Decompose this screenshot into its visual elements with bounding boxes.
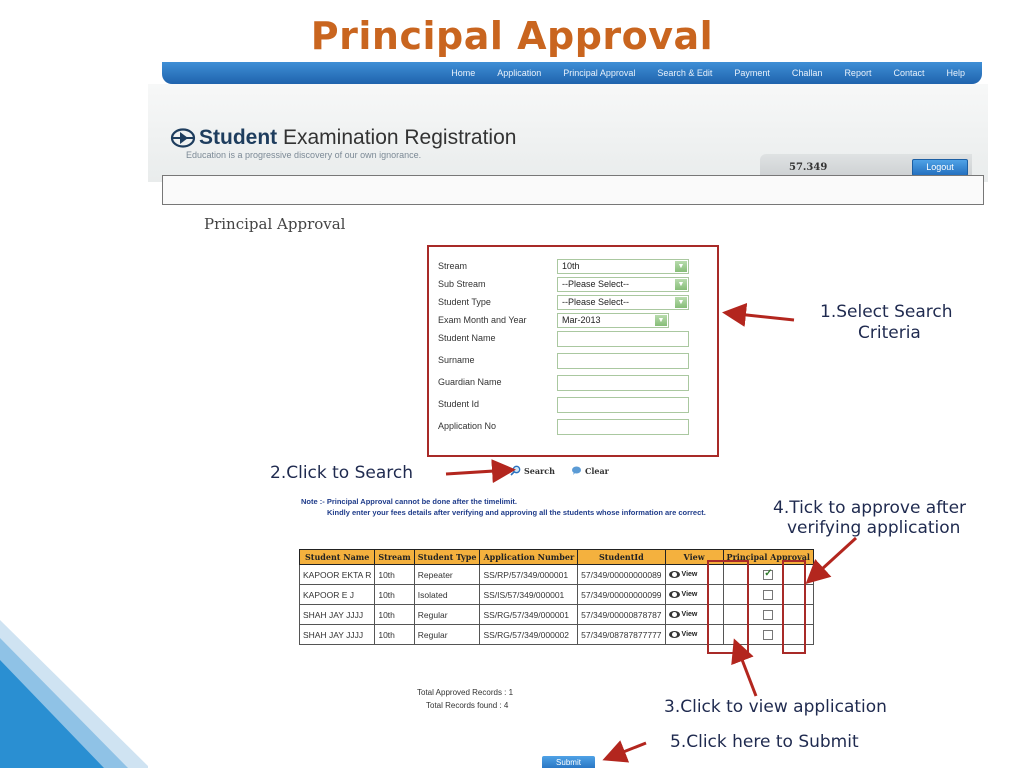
student-type-label: Student Type (438, 297, 491, 307)
clear-button[interactable] (571, 465, 609, 476)
note-text (301, 496, 706, 518)
cell-student-id: 57/349/08787877777 (578, 625, 665, 645)
annotation-3: 3.Click to view application (664, 697, 887, 717)
page-heading: Principal Approval (204, 215, 346, 233)
col-principal-approval: Principal Approval (723, 550, 813, 565)
nav-payment[interactable]: Payment (734, 68, 770, 78)
search-button[interactable] (510, 465, 555, 476)
cell-student-type: Repeater (414, 565, 480, 585)
submit-button[interactable]: Submit (542, 756, 595, 768)
note-line-1: Note :- Principal Approval cannot be done after the timelimit. (301, 497, 517, 506)
view-link[interactable] (669, 611, 698, 618)
search-icon (510, 465, 521, 476)
eye-icon (669, 591, 680, 598)
cell-student-id: 57/349/00000878787 (578, 605, 665, 625)
stream-value: 10th (562, 261, 580, 271)
cell-application-number: SS/IS/57/349/000001 (480, 585, 578, 605)
nav-challan[interactable]: Challan (791, 68, 823, 78)
view-label: View (681, 590, 698, 598)
approval-checkbox[interactable] (763, 610, 773, 620)
view-label: View (681, 630, 698, 638)
cell-student-type: Regular (414, 605, 480, 625)
slide-title: Principal Approval (310, 14, 714, 58)
approval-checkbox[interactable] (763, 570, 773, 580)
cell-student-name: KAPOOR EKTA R (300, 565, 375, 585)
cell-application-number: SS/RG/57/349/000001 (480, 605, 578, 625)
annotation-4-line-2: verifying application (787, 518, 961, 538)
annotation-4-line-1: 4.Tick to approve after (773, 498, 967, 518)
guardian-name-label: Guardian Name (438, 377, 502, 387)
eye-icon (669, 571, 680, 578)
nav-home[interactable]: Home (451, 68, 476, 78)
chevron-down-icon: ▼ (675, 279, 687, 290)
col-student-name: Student Name (300, 550, 375, 565)
brand-rest: Examination Registration (283, 126, 517, 149)
col-student-id: StudentId (578, 550, 665, 565)
top-nav (162, 62, 982, 84)
message-bar (162, 175, 984, 205)
nav-principal-approval[interactable]: Principal Approval (563, 68, 636, 78)
view-link[interactable] (669, 571, 698, 578)
nav-application[interactable]: Application (497, 68, 542, 78)
cell-student-type: Isolated (414, 585, 480, 605)
application-no-label: Application No (438, 421, 497, 431)
view-label: View (681, 570, 698, 578)
view-link[interactable] (669, 631, 698, 638)
eye-icon (669, 611, 680, 618)
cell-student-name: SHAH JAY JJJJ (300, 625, 375, 645)
total-approved-records: Total Approved Records : 1 (417, 688, 514, 697)
clear-icon (571, 465, 582, 476)
user-code: 57.349 (789, 162, 828, 173)
nav-search-edit[interactable]: Search & Edit (657, 68, 713, 78)
cell-student-name: SHAH JAY JJJJ (300, 605, 375, 625)
slide-ribbon-decoration (0, 620, 150, 768)
sub-stream-label: Sub Stream (438, 279, 486, 289)
approval-checkbox[interactable] (763, 590, 773, 600)
cell-student-id: 57/349/00000000089 (578, 565, 665, 585)
col-view: View (665, 550, 723, 565)
view-label: View (681, 610, 698, 618)
chevron-down-icon: ▼ (675, 261, 687, 272)
annotation-5: 5.Click here to Submit (670, 732, 859, 752)
student-id-label: Student Id (438, 399, 480, 409)
chevron-down-icon: ▼ (655, 315, 667, 326)
nav-contact[interactable]: Contact (893, 68, 925, 78)
cell-student-name: KAPOOR E J (300, 585, 375, 605)
student-type-value: --Please Select-- (562, 297, 630, 307)
logo-icon (170, 128, 196, 148)
eye-icon (669, 631, 680, 638)
student-name-label: Student Name (438, 333, 496, 343)
search-actions (510, 465, 609, 476)
view-column-highlight (707, 560, 749, 654)
clear-label: Clear (584, 465, 609, 476)
site-logo (170, 126, 516, 150)
annotation-1-line-2: Criteria (858, 323, 921, 343)
cell-student-id: 57/349/00000000099 (578, 585, 665, 605)
search-label: Search (524, 465, 555, 476)
approval-checkbox[interactable] (763, 630, 773, 640)
approval-column-highlight (782, 560, 806, 654)
exam-month-value: Mar-2013 (562, 315, 601, 325)
col-student-type: Student Type (414, 550, 480, 565)
col-application-number: Application Number (480, 550, 578, 565)
cell-stream: 10th (375, 585, 414, 605)
cell-application-number: SS/RP/57/349/000001 (480, 565, 578, 585)
nav-report[interactable]: Report (844, 68, 872, 78)
cell-application-number: SS/RG/57/349/000002 (480, 625, 578, 645)
nav-help[interactable]: Help (946, 68, 965, 78)
view-link[interactable] (669, 591, 698, 598)
note-line-2: Kindly enter your fees details after verifying and approving all the students whose information are correct. (327, 508, 706, 517)
chevron-down-icon: ▼ (675, 297, 687, 308)
site-header (148, 84, 988, 182)
total-records-found: Total Records found : 4 (426, 701, 509, 710)
sub-stream-value: --Please Select-- (562, 279, 630, 289)
annotation-1-line-1: 1.Select Search (820, 302, 953, 322)
col-stream: Stream (375, 550, 414, 565)
cell-stream: 10th (375, 625, 414, 645)
search-criteria-highlight (427, 245, 719, 457)
brand-bold: Student (199, 126, 278, 149)
cell-stream: 10th (375, 565, 414, 585)
annotation-2: 2.Click to Search (270, 463, 414, 483)
logout-button[interactable]: Logout (912, 159, 968, 176)
surname-label: Surname (438, 355, 475, 365)
tagline: Education is a progressive discovery of our own ignorance. (186, 150, 422, 160)
cell-stream: 10th (375, 605, 414, 625)
stream-label: Stream (438, 261, 468, 271)
exam-month-label: Exam Month and Year (438, 315, 527, 325)
cell-student-type: Regular (414, 625, 480, 645)
